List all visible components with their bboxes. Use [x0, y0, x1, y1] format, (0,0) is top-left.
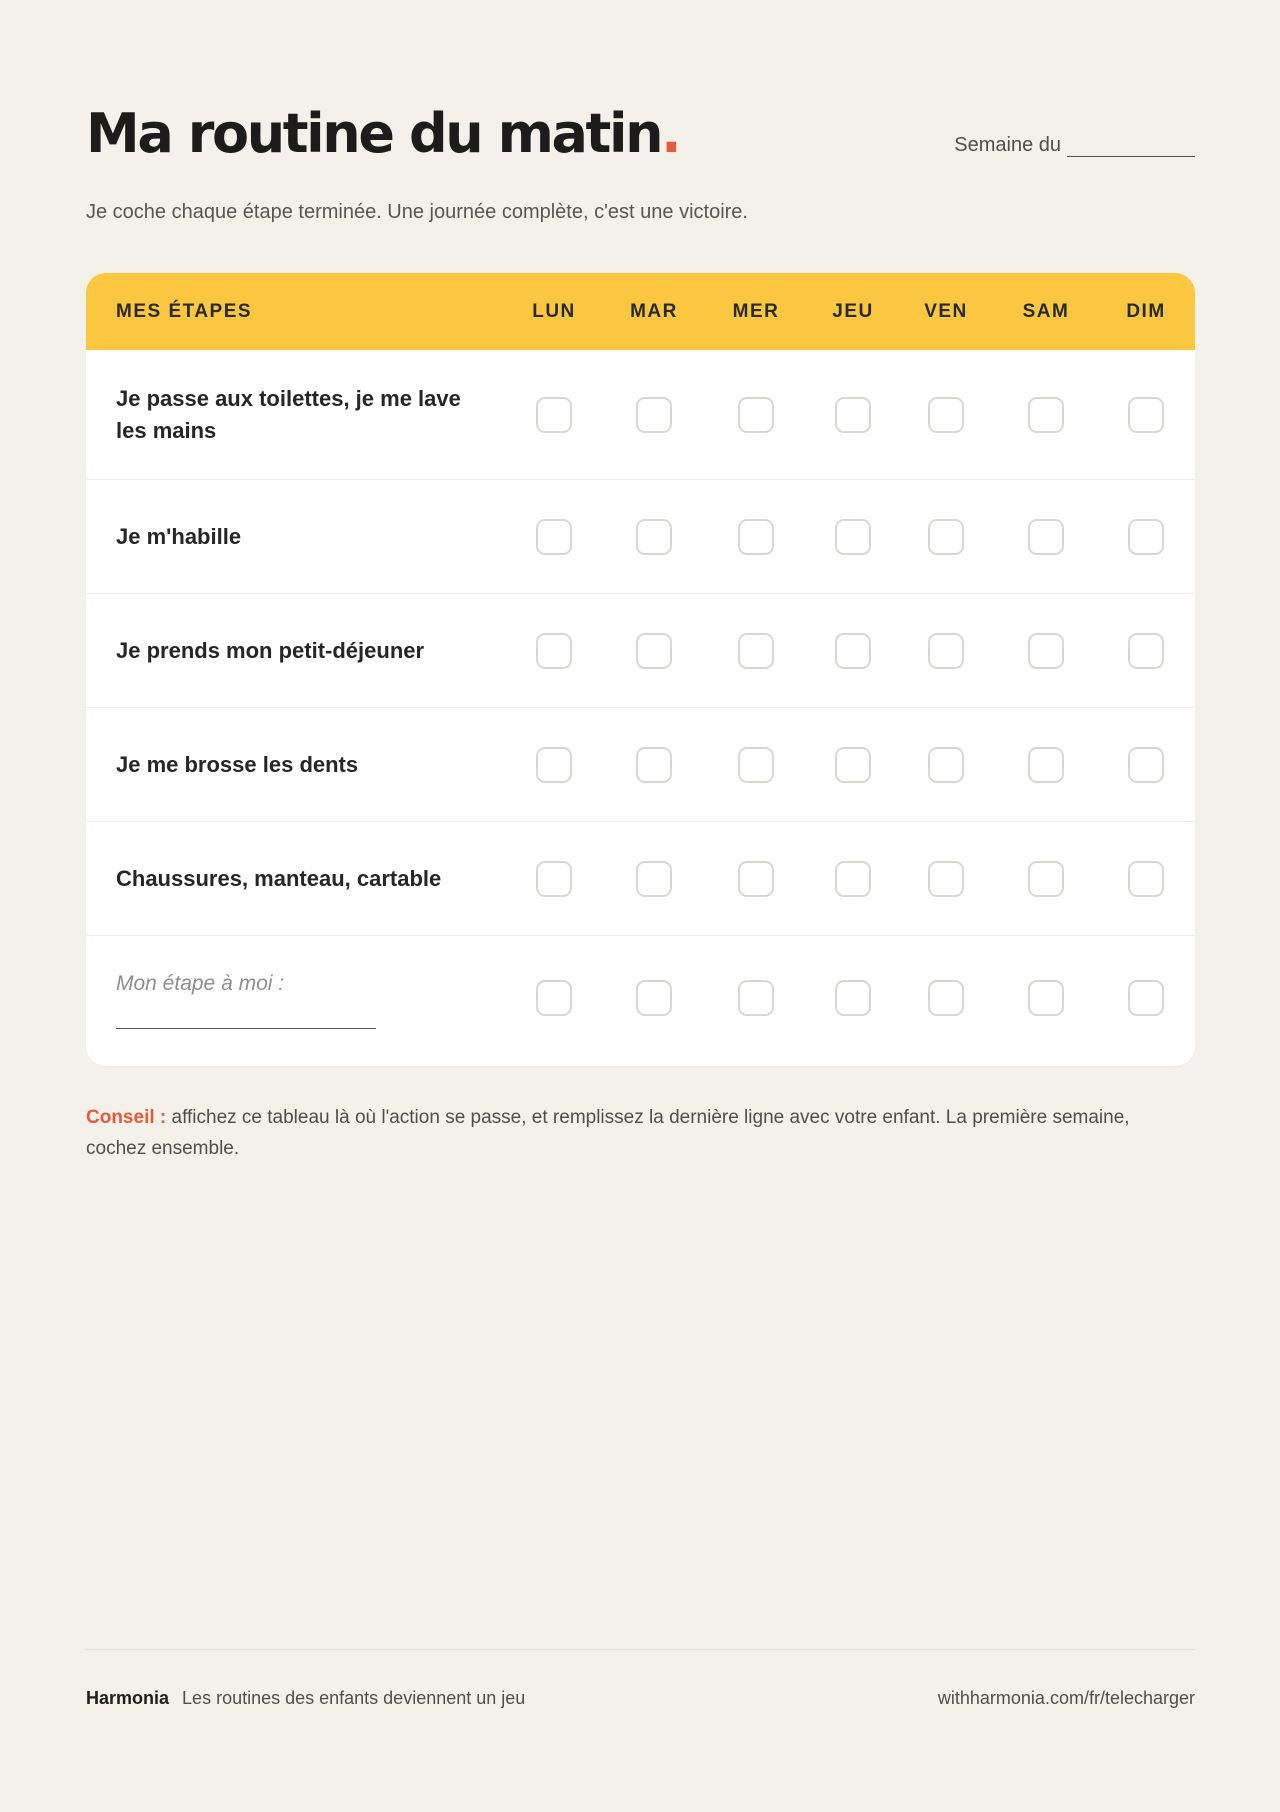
step-label: Je m'habille [116, 523, 242, 549]
day-cell [996, 936, 1096, 1060]
day-header-label: MAR [630, 300, 678, 322]
page-title-text: Ma routine du matin [86, 102, 662, 165]
checkbox-dim[interactable] [1128, 633, 1164, 669]
checkbox-dim[interactable] [1128, 980, 1164, 1016]
checkbox-mer[interactable] [738, 980, 774, 1016]
day-cell [900, 822, 997, 935]
checkbox-jeu[interactable] [835, 519, 871, 555]
day-header-label: SAM [1022, 300, 1070, 322]
tip-label: Conseil : [86, 1107, 167, 1128]
checkbox-mer[interactable] [738, 861, 774, 897]
checkbox-mar[interactable] [636, 861, 672, 897]
checkbox-jeu[interactable] [835, 633, 871, 669]
day-cell [900, 350, 997, 479]
day-cell [604, 708, 705, 821]
day-cell [604, 594, 705, 707]
page-subtitle: Je coche chaque étape terminée. Une journée complète, c'est une victoire. [86, 201, 748, 223]
checkbox-jeu[interactable] [835, 747, 871, 783]
checkbox-sam[interactable] [1028, 980, 1064, 1016]
footer-tagline: Les routines des enfants deviennent un jeu [182, 1688, 526, 1708]
day-cell [705, 936, 805, 1060]
day-cell [705, 594, 805, 707]
day-cell [516, 936, 604, 1060]
day-cell [516, 822, 604, 935]
tip-text: affichez ce tableau là où l'action se passe, et remplissez la dernière ligne avec votre enfant. La première semaine, cochez ensemble. [86, 1107, 1130, 1159]
day-cell [996, 822, 1096, 935]
page-header [86, 98, 1195, 178]
checkbox-dim[interactable] [1128, 397, 1164, 433]
checkbox-mar[interactable] [636, 397, 672, 433]
checkbox-lun[interactable] [536, 747, 572, 783]
footer-divider [86, 1649, 1195, 1650]
checkbox-lun[interactable] [536, 397, 572, 433]
checkbox-ven[interactable] [928, 519, 964, 555]
day-cell [516, 350, 604, 479]
day-cell [900, 480, 997, 593]
checkbox-ven[interactable] [928, 633, 964, 669]
table-row [86, 480, 1195, 594]
checkbox-lun[interactable] [536, 980, 572, 1016]
checkbox-lun[interactable] [536, 519, 572, 555]
day-cell [996, 350, 1096, 479]
day-cell [805, 708, 900, 821]
checkbox-jeu[interactable] [835, 397, 871, 433]
day-cell [900, 708, 997, 821]
routine-sheet [86, 0, 1195, 1812]
checkbox-jeu[interactable] [835, 980, 871, 1016]
day-header-label: LUN [532, 300, 576, 322]
week-field [954, 134, 1195, 157]
checkbox-mer[interactable] [738, 747, 774, 783]
checkbox-lun[interactable] [536, 861, 572, 897]
custom-step-write-line[interactable] [116, 1028, 376, 1029]
checkbox-sam[interactable] [1028, 397, 1064, 433]
table-row [86, 350, 1195, 480]
day-header-label: JEU [832, 300, 874, 322]
day-header-label: DIM [1126, 300, 1166, 322]
checkbox-mar[interactable] [636, 747, 672, 783]
day-cell [805, 936, 900, 1060]
day-cell [516, 708, 604, 821]
day-cell [996, 480, 1096, 593]
page-footer [86, 1688, 1195, 1709]
day-cell [805, 594, 900, 707]
title-accent-dot: . [661, 102, 680, 165]
checkbox-sam[interactable] [1028, 747, 1064, 783]
checkbox-jeu[interactable] [835, 861, 871, 897]
day-cell [1096, 350, 1195, 479]
checkbox-ven[interactable] [928, 747, 964, 783]
custom-step-cell[interactable] [86, 968, 516, 1029]
table-body [86, 350, 1195, 1060]
table-row [86, 822, 1195, 936]
day-cell [805, 822, 900, 935]
day-cell [604, 822, 705, 935]
day-cell [996, 594, 1096, 707]
checkbox-dim[interactable] [1128, 519, 1164, 555]
checkbox-lun[interactable] [536, 633, 572, 669]
tip-paragraph [86, 1102, 1156, 1164]
custom-step-placeholder: Mon étape à moi : [116, 971, 285, 995]
footer-left [86, 1688, 525, 1709]
page-title [86, 104, 679, 163]
day-cell [705, 822, 805, 935]
day-header-label: VEN [924, 300, 968, 322]
week-write-line[interactable] [1067, 140, 1195, 157]
day-cell [1096, 594, 1195, 707]
day-cell [604, 936, 705, 1060]
table-row [86, 708, 1195, 822]
step-label: Je prends mon petit-déjeuner [116, 637, 425, 663]
day-cell [900, 594, 997, 707]
day-cell [604, 350, 705, 479]
checkbox-sam[interactable] [1028, 861, 1064, 897]
day-cell [705, 350, 805, 479]
checkbox-mar[interactable] [636, 519, 672, 555]
day-cell [1096, 708, 1195, 821]
checkbox-ven[interactable] [928, 980, 964, 1016]
day-cell [805, 350, 900, 479]
checkbox-mer[interactable] [738, 519, 774, 555]
day-cell [705, 708, 805, 821]
footer-url[interactable]: withharmonia.com/fr/telecharger [937, 1688, 1195, 1708]
checkbox-mer[interactable] [738, 397, 774, 433]
table-header [86, 273, 1195, 350]
table-row-custom [86, 936, 1195, 1060]
checkbox-ven[interactable] [928, 397, 964, 433]
checkbox-dim[interactable] [1128, 747, 1164, 783]
week-label: Semaine du [954, 134, 1061, 156]
day-cell [805, 480, 900, 593]
step-label: Je passe aux toilettes, je me lave les mains [116, 385, 461, 443]
day-cell [996, 708, 1096, 821]
checkbox-mer[interactable] [738, 633, 774, 669]
day-cell [900, 936, 997, 1060]
day-cell [1096, 822, 1195, 935]
step-label: Je me brosse les dents [116, 751, 359, 777]
day-cell [516, 594, 604, 707]
table-row [86, 594, 1195, 708]
checkbox-ven[interactable] [928, 861, 964, 897]
checkbox-mar[interactable] [636, 980, 672, 1016]
day-cell [604, 480, 705, 593]
checkbox-sam[interactable] [1028, 633, 1064, 669]
step-label: Chaussures, manteau, cartable [116, 865, 442, 891]
day-cell [1096, 936, 1195, 1060]
day-cell [705, 480, 805, 593]
routine-table [86, 273, 1195, 1066]
checkbox-mar[interactable] [636, 633, 672, 669]
checkbox-dim[interactable] [1128, 861, 1164, 897]
day-header-label: MER [732, 300, 780, 322]
checkbox-sam[interactable] [1028, 519, 1064, 555]
day-cell [516, 480, 604, 593]
step-column-header: MES ÉTAPES [116, 300, 253, 322]
day-cell [1096, 480, 1195, 593]
footer-brand: Harmonia [86, 1688, 170, 1708]
